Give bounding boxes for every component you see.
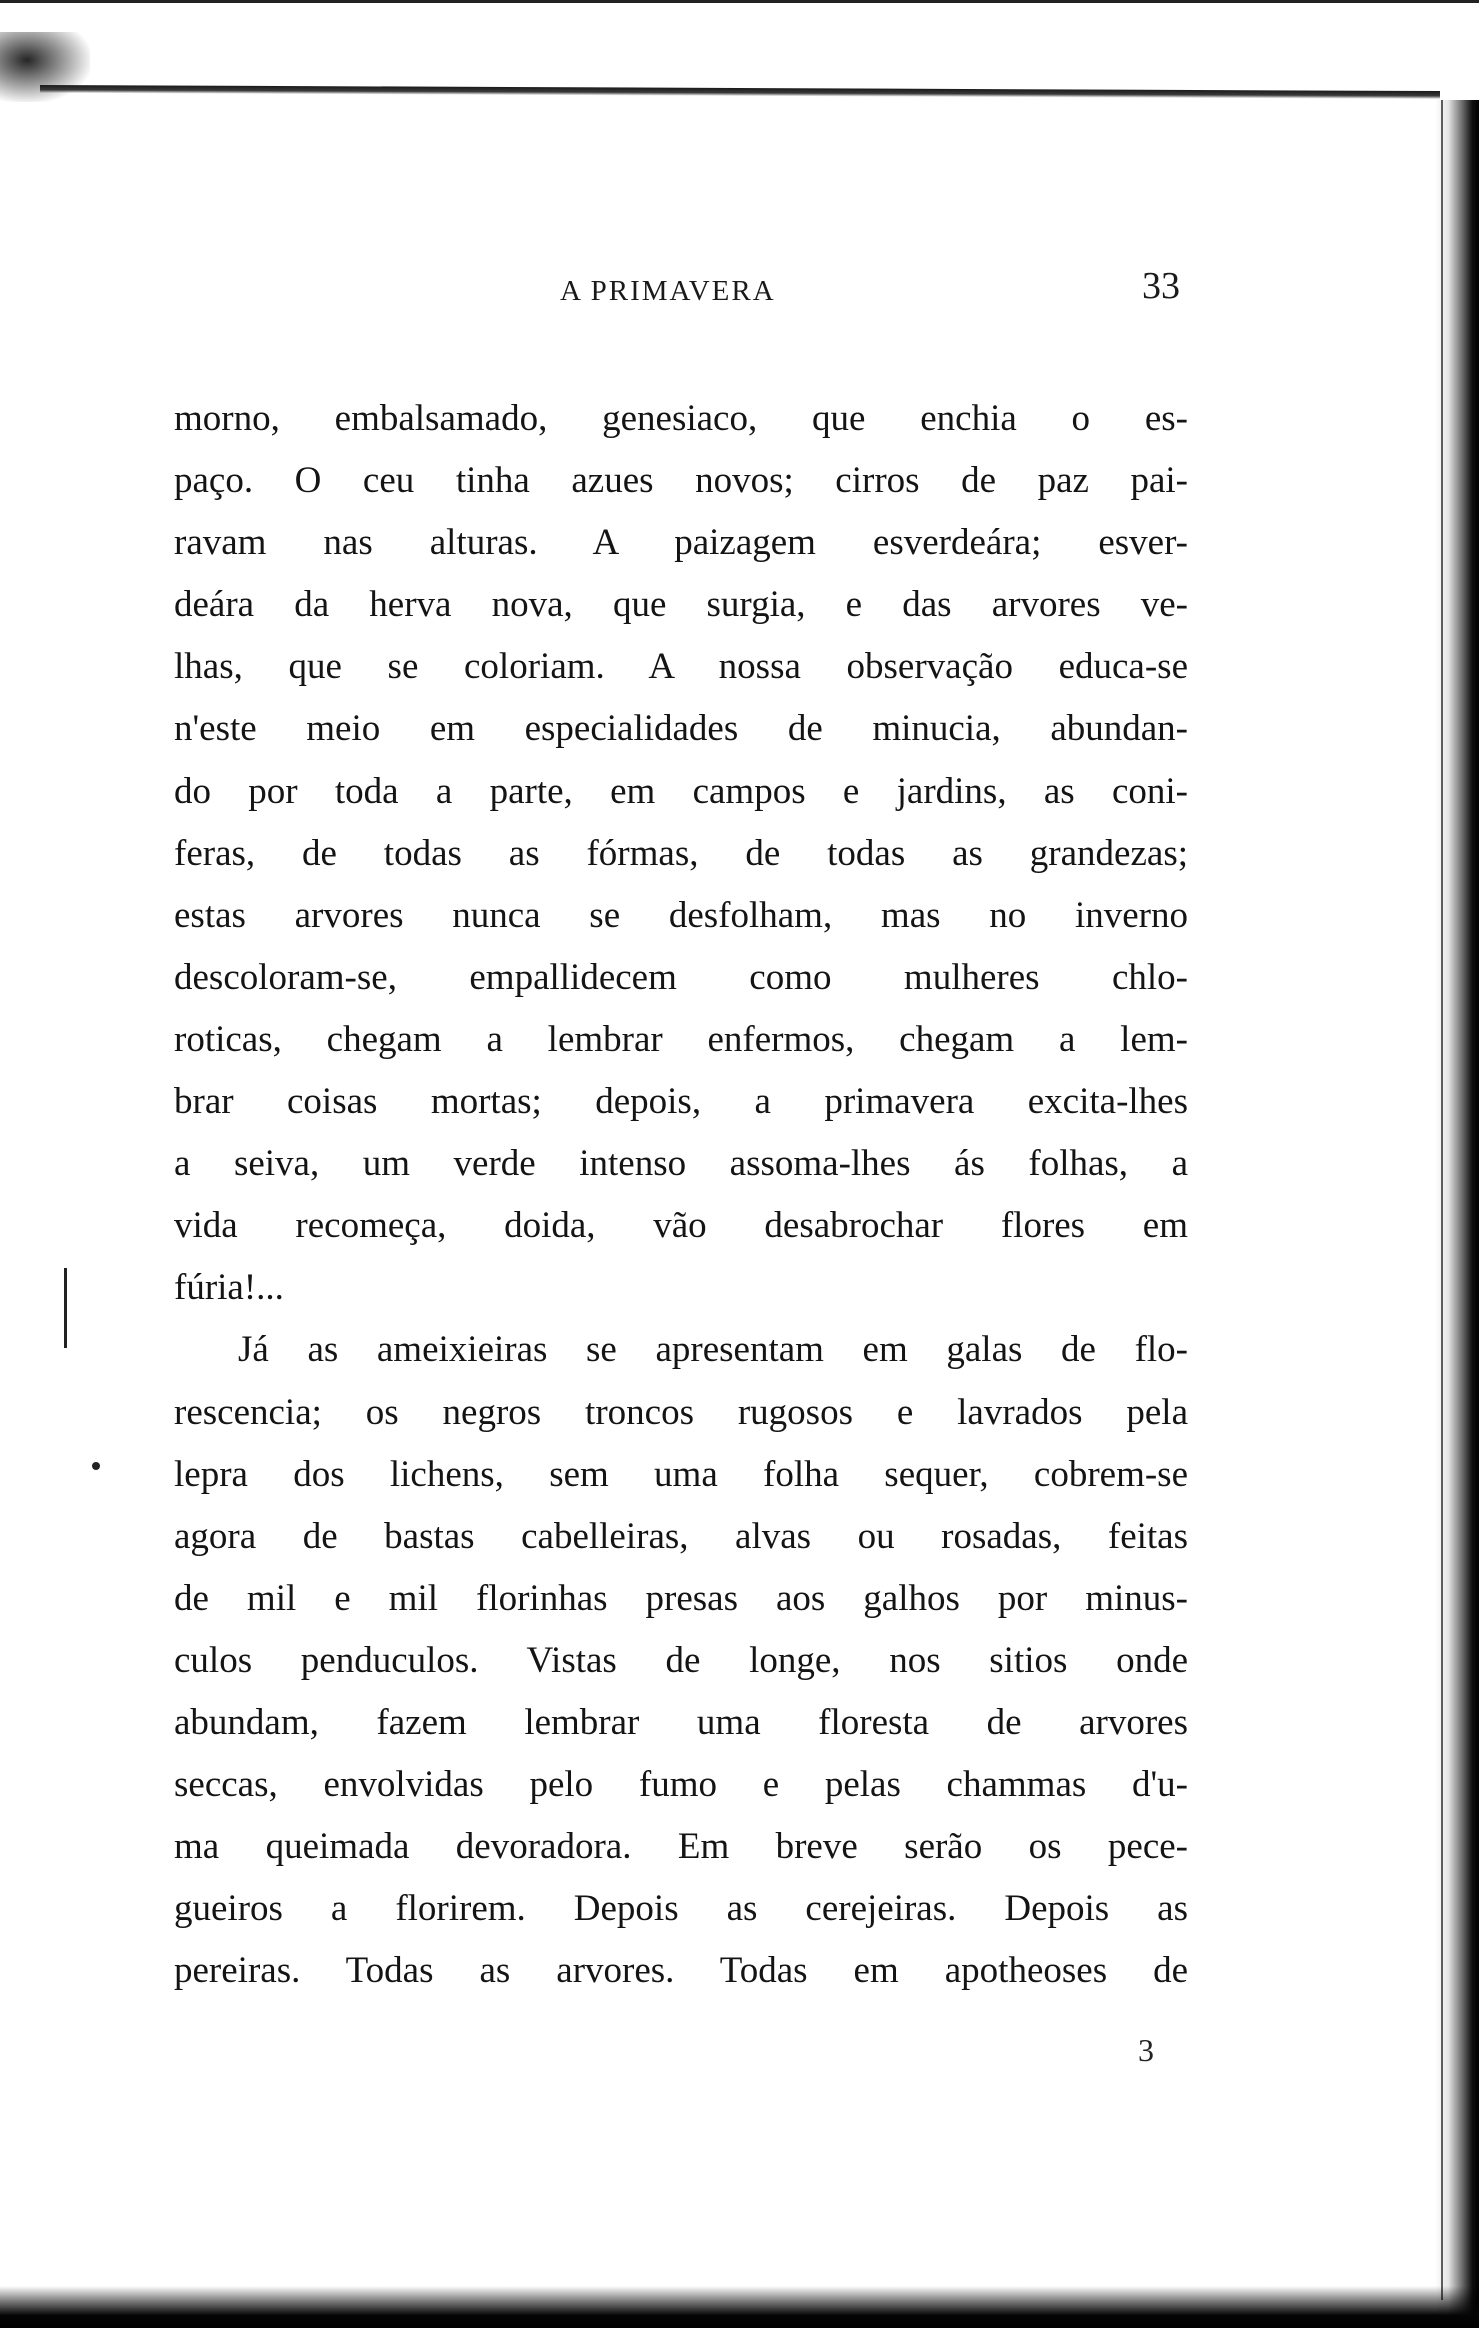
text-line: do por toda a parte, em campos e jardins, as coni- bbox=[174, 770, 1188, 812]
text-line: paço. O ceu tinha azues novos; cirros de paz pai- bbox=[174, 460, 1188, 502]
running-title: A PRIMAVERA bbox=[560, 275, 776, 307]
text-line: de mil e mil florinhas presas aos galhos por minus- bbox=[174, 1577, 1188, 1619]
text-line: seccas, envolvidas pelo fumo e pelas chammas d'u- bbox=[174, 1764, 1188, 1806]
text-line: feras, de todas as fórmas, de todas as grandezas; bbox=[174, 832, 1188, 874]
scan-page-edge-shadow bbox=[40, 85, 1440, 99]
text-line: lepra dos lichens, sem uma folha sequer, cobrem-se bbox=[174, 1453, 1188, 1495]
scan-edge-bottom bbox=[0, 2286, 1479, 2328]
text-line: abundam, fazem lembrar uma floresta de arvores bbox=[174, 1701, 1188, 1743]
text-line: a seiva, um verde intenso assoma-lhes ás folhas, a bbox=[174, 1143, 1188, 1185]
scan-dot bbox=[92, 1462, 100, 1470]
text-line: pereiras. Todas as arvores. Todas em apotheoses de bbox=[174, 1950, 1188, 1992]
text-line: fúria!... bbox=[174, 1267, 284, 1309]
text-line: ma queimada devoradora. Em breve serão os pece- bbox=[174, 1826, 1188, 1868]
text-line: roticas, chegam a lembrar enfermos, chegam a lem- bbox=[174, 1018, 1188, 1060]
body-text bbox=[174, 388, 1188, 2002]
text-line: morno, embalsamado, genesiaco, que enchia o es- bbox=[174, 398, 1188, 439]
scan-edge-line bbox=[1441, 100, 1443, 2300]
text-line: rescencia; os negros troncos rugosos e lavrados pela bbox=[174, 1391, 1188, 1433]
text-line: descoloram-se, empallidecem como mulheres chlo- bbox=[174, 956, 1188, 998]
text-line: agora de bastas cabelleiras, alvas ou rosadas, feitas bbox=[174, 1515, 1188, 1557]
text-line: culos penduculos. Vistas de longe, nos sitios onde bbox=[174, 1639, 1188, 1681]
text-line: vida recomeça, doida, vão desabrochar flores em bbox=[174, 1205, 1188, 1247]
signature-mark: 3 bbox=[1138, 2032, 1154, 2068]
scan-edge-top bbox=[0, 0, 1479, 3]
text-line: estas arvores nunca se desfolham, mas no inverno bbox=[174, 894, 1188, 936]
text-line: ravam nas alturas. A paizagem esverdeára; esver- bbox=[174, 522, 1188, 564]
text-line: lhas, que se coloriam. A nossa observação educa-se bbox=[174, 646, 1188, 688]
scan-mark bbox=[64, 1268, 67, 1348]
page-number: 33 bbox=[1142, 265, 1180, 307]
text-line: gueiros a florirem. Depois as cerejeiras. Depois as bbox=[174, 1888, 1188, 1930]
text-line: Já as ameixieiras se apresentam em galas de flo- bbox=[238, 1329, 1188, 1371]
text-line: n'este meio em especialidades de minucia, abundan- bbox=[174, 708, 1188, 750]
text-line: brar coisas mortas; depois, a primavera excita-lhes bbox=[174, 1081, 1188, 1123]
paragraph bbox=[174, 388, 1188, 1319]
text-line: deára da herva nova, que surgia, e das arvores ve- bbox=[174, 584, 1188, 626]
paragraph bbox=[174, 1319, 1188, 2002]
